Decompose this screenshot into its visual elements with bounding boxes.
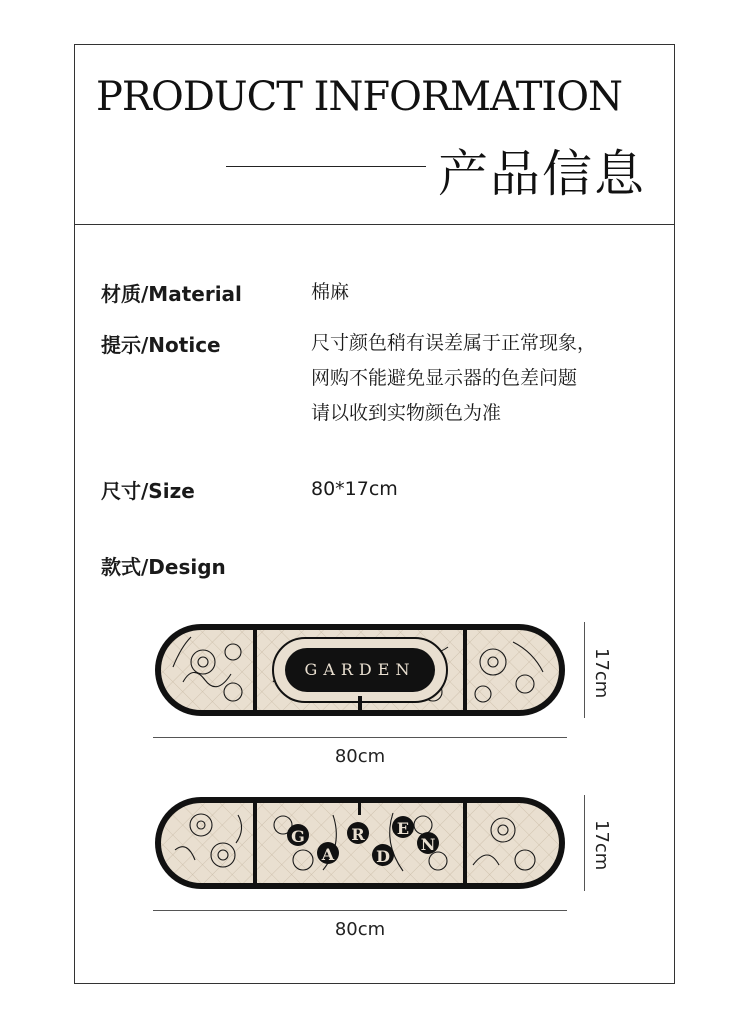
double-oven-mitt-design-1 [153,622,567,718]
title-chinese: 产品信息 [438,145,646,203]
height-label-1: 17cm [591,648,612,699]
title-rule [226,166,426,167]
size-label: 尺寸/Size [101,479,195,503]
svg-text:D: D [376,847,390,866]
title-english: PRODUCT INFORMATION [96,74,622,120]
height-dimension-line-1 [584,622,585,718]
material-value: 棉麻 [311,281,350,303]
size-value: 80*17cm [311,478,398,500]
double-oven-mitt-design-2 [153,795,567,891]
garden-badge-text-1: GARDEN [304,660,416,679]
width-dimension-line-2 [153,910,567,911]
design-label: 款式/Design [101,555,226,579]
notice-line-2: 网购不能避免显示器的色差问题 [311,367,578,389]
header-divider [74,224,675,225]
height-dimension-line-2 [584,795,585,891]
notice-label: 提示/Notice [101,333,221,357]
svg-text:R: R [351,825,365,844]
width-label-2: 80cm [334,919,386,940]
material-label: 材质/Material [101,282,242,306]
height-label-2: 17cm [591,820,612,871]
svg-text:G: G [291,827,305,846]
notice-line-3: 请以收到实物颜色为准 [311,402,502,424]
svg-text:N: N [420,835,436,854]
notice-line-1: 尺寸颜色稍有误差属于正常现象， [311,332,597,354]
svg-text:A: A [321,845,335,864]
width-dimension-line-1 [153,737,567,738]
svg-text:E: E [396,819,410,838]
width-label-1: 80cm [334,746,386,767]
